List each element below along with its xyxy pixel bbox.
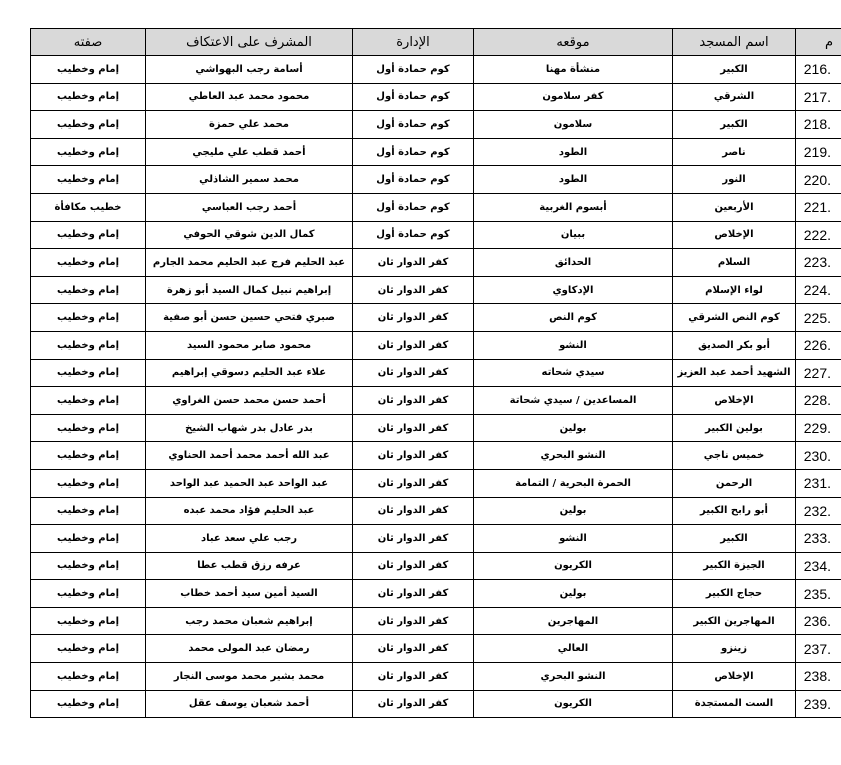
cell-num: 235. [796,580,841,608]
cell-role: إمام وخطيب [31,580,146,608]
table-row [31,249,841,277]
mosque-itikaf-table [30,28,841,718]
cell-num: 219. [796,138,841,166]
cell-supervisor: رمضان عبد المولى محمد [146,635,353,663]
cell-num: 239. [796,690,841,718]
table-row [31,552,841,580]
cell-administration: كفر الدوار ثان [353,249,474,277]
table-row [31,663,841,691]
header-mosque-name: اسم المسجد [673,29,796,56]
cell-role: إمام وخطيب [31,525,146,553]
cell-administration: كوم حمادة أول [353,138,474,166]
cell-location: سيدي شحاته [474,359,673,387]
table-row [31,497,841,525]
header-num: م [796,29,841,56]
table-row [31,331,841,359]
table-row [31,221,841,249]
cell-mosque-name: الكبير [673,525,796,553]
cell-administration: كوم حمادة أول [353,111,474,139]
cell-mosque-name: ناصر [673,138,796,166]
cell-num: 237. [796,635,841,663]
cell-administration: كوم حمادة أول [353,193,474,221]
header-location: موقعه [474,29,673,56]
cell-supervisor: أحمد شعبان يوسف عقل [146,690,353,718]
cell-administration: كفر الدوار ثان [353,580,474,608]
cell-num: 218. [796,111,841,139]
cell-administration: كفر الدوار ثان [353,414,474,442]
cell-administration: كفر الدوار ثان [353,663,474,691]
cell-supervisor: أحمد قطب علي مليجي [146,138,353,166]
cell-mosque-name: لواء الإسلام [673,276,796,304]
cell-role: إمام وخطيب [31,56,146,84]
cell-mosque-name: الست المستجدة [673,690,796,718]
cell-supervisor: رجب علي سعد عباد [146,525,353,553]
cell-location: الحدائق [474,249,673,277]
table-row [31,193,841,221]
cell-role: إمام وخطيب [31,304,146,332]
table-row [31,442,841,470]
cell-supervisor: عبد الله أحمد محمد أحمد الحناوي [146,442,353,470]
cell-location: بولين [474,497,673,525]
cell-supervisor: كمال الدين شوقي الحوفي [146,221,353,249]
cell-location: الطود [474,138,673,166]
cell-supervisor: محمد بشير محمد موسى النجار [146,663,353,691]
cell-role: إمام وخطيب [31,387,146,415]
cell-num: 222. [796,221,841,249]
cell-location: المهاجرين [474,607,673,635]
cell-supervisor: علاء عبد الحليم دسوقي إبراهيم [146,359,353,387]
cell-num: 226. [796,331,841,359]
cell-num: 217. [796,83,841,111]
cell-administration: كفر الدوار ثان [353,387,474,415]
cell-supervisor: السيد أمين سيد أحمد خطاب [146,580,353,608]
cell-mosque-name: خميس ناجي [673,442,796,470]
cell-administration: كفر الدوار ثان [353,304,474,332]
cell-num: 232. [796,497,841,525]
cell-location: النشو البحري [474,663,673,691]
table-row [31,359,841,387]
table-row [31,607,841,635]
cell-role: إمام وخطيب [31,83,146,111]
cell-location: كوم النص [474,304,673,332]
cell-num: 230. [796,442,841,470]
cell-administration: كفر الدوار ثان [353,331,474,359]
cell-mosque-name: كوم النص الشرقي [673,304,796,332]
cell-mosque-name: السلام [673,249,796,277]
cell-mosque-name: الأربعين [673,193,796,221]
cell-num: 234. [796,552,841,580]
table-row [31,635,841,663]
cell-role: إمام وخطيب [31,221,146,249]
cell-mosque-name: الشرقي [673,83,796,111]
cell-administration: كفر الدوار ثان [353,359,474,387]
cell-num: 227. [796,359,841,387]
table-row [31,690,841,718]
cell-supervisor: عرفه رزق قطب عطا [146,552,353,580]
cell-supervisor: أحمد حسن محمد حسن الغراوي [146,387,353,415]
cell-supervisor: أسامة رجب البهواشي [146,56,353,84]
cell-supervisor: عبد الحليم فؤاد محمد عبده [146,497,353,525]
cell-supervisor: أحمد رجب العباسي [146,193,353,221]
cell-num: 225. [796,304,841,332]
cell-administration: كفر الدوار ثان [353,525,474,553]
table-row [31,525,841,553]
table-row [31,387,841,415]
cell-num: 238. [796,663,841,691]
cell-role: إمام وخطيب [31,276,146,304]
table-row [31,56,841,84]
cell-mosque-name: أبو بكر الصديق [673,331,796,359]
cell-location: النشو [474,331,673,359]
cell-mosque-name: الإخلاص [673,387,796,415]
cell-role: إمام وخطيب [31,166,146,194]
cell-role: إمام وخطيب [31,469,146,497]
cell-administration: كفر الدوار ثان [353,690,474,718]
cell-role: إمام وخطيب [31,607,146,635]
cell-location: أبسوم الغربية [474,193,673,221]
cell-role: إمام وخطيب [31,442,146,470]
cell-role: إمام وخطيب [31,249,146,277]
cell-supervisor: محمود محمد عبد العاطي [146,83,353,111]
cell-location: سلامون [474,111,673,139]
cell-supervisor: بدر عادل بدر شهاب الشيخ [146,414,353,442]
cell-supervisor: محمود صابر محمود السيد [146,331,353,359]
header-row [31,29,841,56]
cell-role: إمام وخطيب [31,359,146,387]
cell-administration: كفر الدوار ثان [353,635,474,663]
cell-num: 229. [796,414,841,442]
cell-location: كفر سلامون [474,83,673,111]
header-role: صفته [31,29,146,56]
cell-role: إمام وخطيب [31,331,146,359]
cell-location: منشأة مهنا [474,56,673,84]
cell-num: 224. [796,276,841,304]
cell-administration: كوم حمادة أول [353,166,474,194]
cell-mosque-name: أبو رابح الكبير [673,497,796,525]
cell-num: 231. [796,469,841,497]
cell-location: بولين [474,414,673,442]
cell-location: بولين [474,580,673,608]
cell-role: إمام وخطيب [31,138,146,166]
cell-mosque-name: الجيزة الكبير [673,552,796,580]
cell-location: النشو [474,525,673,553]
cell-num: 228. [796,387,841,415]
cell-supervisor: إبراهيم نبيل كمال السيد أبو زهرة [146,276,353,304]
cell-administration: كوم حمادة أول [353,83,474,111]
table-row [31,111,841,139]
cell-mosque-name: زينزو [673,635,796,663]
table-row [31,83,841,111]
cell-supervisor: عبد الحليم فرج عبد الحليم محمد الجارم [146,249,353,277]
table-row [31,304,841,332]
cell-mosque-name: حجاج الكبير [673,580,796,608]
cell-administration: كوم حمادة أول [353,221,474,249]
cell-administration: كفر الدوار ثان [353,276,474,304]
cell-role: إمام وخطيب [31,111,146,139]
cell-administration: كفر الدوار ثان [353,442,474,470]
table-row [31,414,841,442]
cell-mosque-name: الكبير [673,111,796,139]
table-row [31,138,841,166]
header-administration: الإدارة [353,29,474,56]
cell-num: 236. [796,607,841,635]
cell-role: إمام وخطيب [31,497,146,525]
header-supervisor: المشرف على الاعتكاف [146,29,353,56]
cell-mosque-name: الكبير [673,56,796,84]
cell-num: 233. [796,525,841,553]
table-row [31,276,841,304]
cell-num: 223. [796,249,841,277]
cell-role: إمام وخطيب [31,663,146,691]
cell-supervisor: عبد الواحد عبد الحميد عبد الواحد [146,469,353,497]
cell-role: إمام وخطيب [31,635,146,663]
cell-location: الإدكاوي [474,276,673,304]
cell-location: النشو البحري [474,442,673,470]
cell-mosque-name: بولين الكبير [673,414,796,442]
cell-mosque-name: الرحمن [673,469,796,497]
cell-supervisor: إبراهيم شعبان محمد رجب [146,607,353,635]
cell-mosque-name: الشهيد أحمد عبد العزيز [673,359,796,387]
cell-num: 216. [796,56,841,84]
cell-mosque-name: المهاجرين الكبير [673,607,796,635]
cell-administration: كفر الدوار ثان [353,552,474,580]
cell-location: الكريون [474,690,673,718]
cell-supervisor: محمد علي حمزة [146,111,353,139]
cell-administration: كفر الدوار ثان [353,469,474,497]
cell-role: إمام وخطيب [31,690,146,718]
cell-administration: كفر الدوار ثان [353,607,474,635]
cell-location: المساعدين / سيدي شحاتة [474,387,673,415]
cell-supervisor: صبري فتحي حسين حسن أبو صفية [146,304,353,332]
cell-mosque-name: الإخلاص [673,221,796,249]
cell-location: الكريون [474,552,673,580]
cell-role: إمام وخطيب [31,414,146,442]
cell-location: العالي [474,635,673,663]
cell-supervisor: محمد سمير الشاذلي [146,166,353,194]
cell-mosque-name: الإخلاص [673,663,796,691]
cell-location: ببيان [474,221,673,249]
cell-num: 221. [796,193,841,221]
cell-num: 220. [796,166,841,194]
table-row [31,580,841,608]
table-row [31,469,841,497]
cell-mosque-name: النور [673,166,796,194]
cell-role: خطيب مكافأة [31,193,146,221]
cell-location: الطود [474,166,673,194]
table-row [31,166,841,194]
cell-role: إمام وخطيب [31,552,146,580]
cell-location: الحمرة البحرية / التمامة [474,469,673,497]
cell-administration: كفر الدوار ثان [353,497,474,525]
cell-administration: كوم حمادة أول [353,56,474,84]
